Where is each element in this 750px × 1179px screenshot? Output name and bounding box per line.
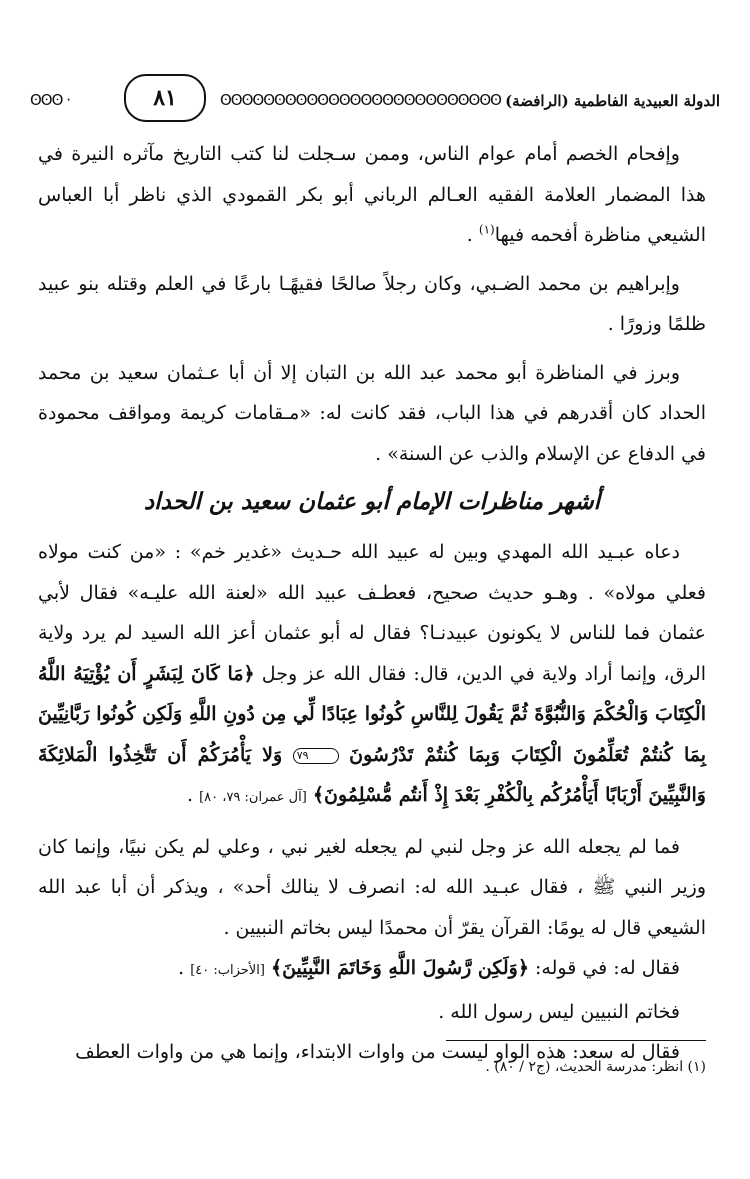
paragraph-6-text: فقال له: في قوله: [528,957,680,979]
paragraph-1-end: . [466,224,479,246]
quran-verse-1: ﴿مَا كَانَ لِبَشَرٍ أَن يُؤْتِيَهُ اللَّهُ الْكِتَابَ وَالْحُكْمَ وَالنُّبُوَّةَ ثُمَّ يَقُولَ لِلنَّاسِ كُونُوا عِبَادًا لِّي مِن دُونِ اللَّهِ وَلَكِن كُونُوا رَبَّانِيِّينَ بِمَا كُنتُمْ تُعَلِّمُونَ الْكِتَابَ وَبِمَا كُنتُمْ تَدْرُسُونَ [38,662,707,766]
verse-number-marker: ٧٩ [293,748,339,764]
verse-reference-1: [آل عمران: ٧٩، ٨٠] [199,790,307,805]
footnote-divider [446,1040,706,1041]
page-number-frame [124,74,206,122]
paragraph-1 [38,134,706,256]
paragraph-1-text: وإفحام الخصم أمام عوام الناس، وممن سـجلت لنا كتب التاريخ مآثره النيرة في هذا المضمار العلامة الفقيه العـالم الرباني أبو بكر القمودي الذي ناظر أبا العباس الشيعي مناظرة أفحمه فيها [38,143,706,246]
header-ornament-long: ʘʘʘʘʘʘʘʘʘʘʘʘʘʘʘʘʘʘʘʘʘʘʘʘʘʘ [220,91,501,109]
footnote: (١) انظر: مدرسة الحديث، (ج٢ / ٨٠) . [485,1059,706,1075]
quran-verse-3: ﴿وَلَكِن رَّسُولَ اللَّهِ وَخَاتَمَ النَّبِيِّينَ﴾ [270,957,529,979]
section-heading: أشهر مناظرات الإمام أبو عثمان سعيد بن الحداد [143,488,601,515]
page-header [30,66,720,126]
paragraph-2: وإبراهيم بن محمد الضـبي، وكان رجلاً صالحًا فقيهًـا بارعًا في العلم وقتله بنو عبيد ظلمًا وزورًا . [38,272,706,335]
paragraph-4 [38,532,706,819]
paragraph-5: فما لم يجعله الله عز وجل لنبي لم يجعله لغير نبي ، وعلي لم يكن نبيًا، وإنما كان وزير النبي ﷺ ، فقال عبـيد الله له: انصرف لا ينالك أحد» ، ويذكر أن أبا عبد الله الشيعي قال له يومًا: القرآن يقرّ أن محمدًا ليس بخاتم النبيين . [38,835,706,939]
paragraph-8: فقال له سعد: هذه الواو ليست من واوات الابتداء، وإنما هي من واوات العطف [75,1041,680,1063]
paragraph-6 [38,948,706,992]
verse-reference-2: [الأحزاب: ٤٠] [190,963,265,978]
paragraph-6-end: . [178,957,191,979]
footnote-marker: (١) [478,222,495,237]
paragraph-4-end: . [186,784,200,806]
paragraph-3: وبرز في المناظرة أبو محمد عبد الله بن التبان إلا أن أبا عـثمان سعيد بن محمد الحداد كان أقدرهم في هذا الباب، فقد كانت له: «مـقامات كريمة ومواقف محمودة في الدفاع عن الإسلام والذب عن السنة» . [38,361,706,465]
quran-verse-2: وَلا يَأْمُرَكُمْ أَن تَتَّخِذُوا الْمَلائِكَةَ وَالنَّبِيِّينَ أَرْبَابًا أَيَأْمُرُكُم بِالْكُفْرِ بَعْدَ إِذْ أَنتُم مُّسْلِمُونَ﴾ [38,743,706,806]
header-ornament-short: ʘʘʘ · [30,91,70,109]
page-number: ٨١ [153,85,177,111]
running-title: الدولة العبيدية الفاطمية (الرافضة) [505,92,720,110]
paragraph-4-text: دعاه عبـيد الله المهدي وبين له عبيد الله حـديث «غدير خم» : «من كنت مولاه فعلي مولاه» . وهـو حديث صحيح، فعطـف عبيد الله «لعنة الله عليـه» فقال لأبي عثمان فما للناس لا يكونون عبيدنـا؟ فقال له أبو عثمان أعز الله السيد لم يرد ولاية الرق، وإنما أراد ولاية في الدين، قال: فقال الله عز وجل [38,541,706,685]
body-text [38,134,706,1073]
paragraph-7: فخاتم النبيين ليس رسول الله . [438,1000,680,1023]
